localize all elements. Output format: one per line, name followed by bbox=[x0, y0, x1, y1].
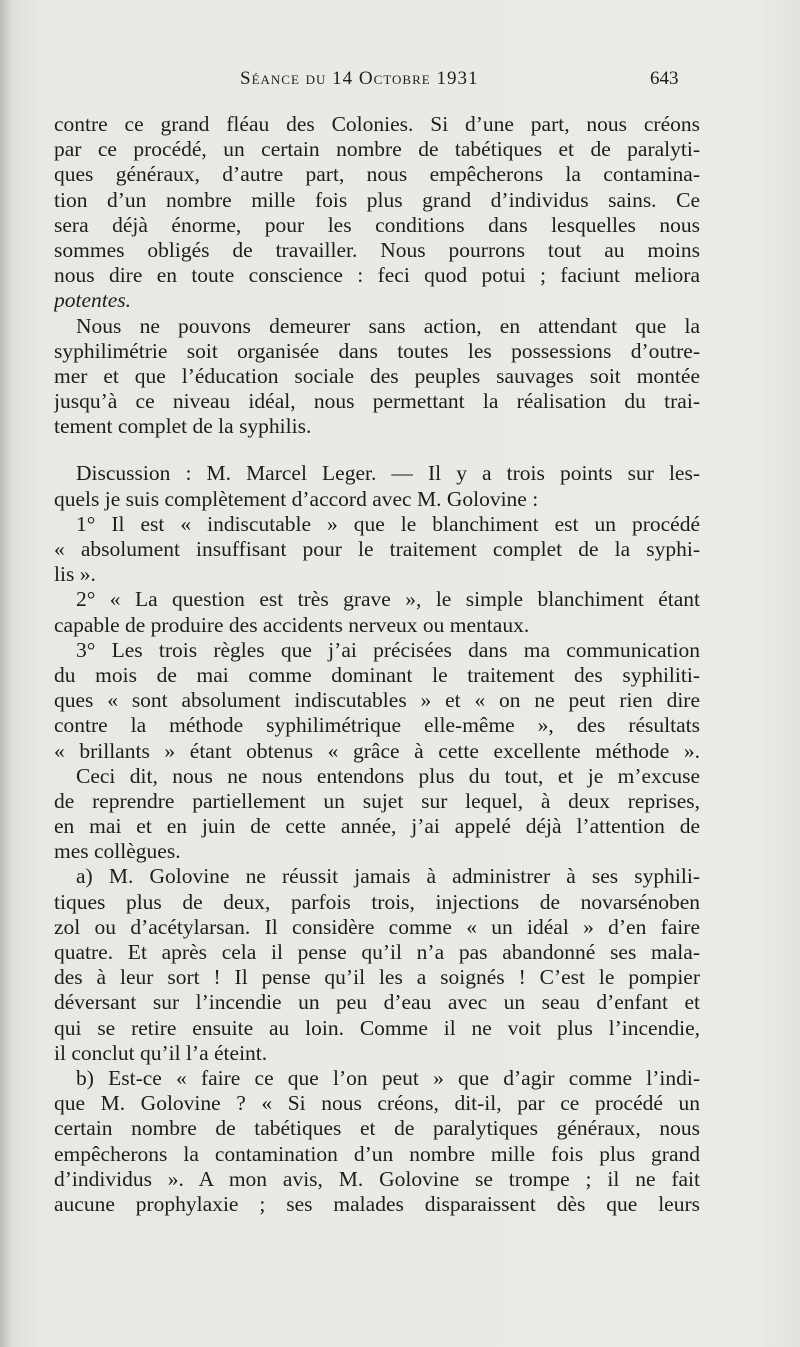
text-line: du mois de mai comme dominant le traitement des syphiliti- bbox=[54, 662, 700, 687]
text-line: mer et que l’éducation sociale des peuples sauvages soit montée bbox=[54, 363, 700, 388]
text-line: ques généraux, d’autre part, nous empêcherons la contamina- bbox=[54, 162, 700, 187]
text-line: « brillants » étant obtenus « grâce à cette excellente méthode ». bbox=[54, 738, 700, 763]
text-line: 3° Les trois règles que j’ai précisées dans ma communication bbox=[76, 637, 700, 662]
text-line: sera déjà énorme, pour les conditions dans lesquelles nous bbox=[54, 212, 700, 237]
running-head: Séance du 14 Octobre 1931 bbox=[240, 68, 479, 89]
text-line: 2° « La question est très grave », le simple blanchiment étant bbox=[76, 587, 700, 612]
text-line: « absolument insuffisant pour le traitement complet de la syphi- bbox=[54, 537, 700, 561]
page-header bbox=[0, 68, 800, 98]
text-line: quatre. Et après cela il pense qu’il n’a pas abandonné ses mala- bbox=[54, 940, 700, 964]
text-line: qui se retire ensuite au loin. Comme il ne voit plus l’incendie, bbox=[54, 1015, 700, 1040]
text-line: par ce procédé, un certain nombre de tabétiques et de paralyti- bbox=[54, 137, 700, 162]
text-line: zol ou d’acétylarsan. Il considère comme « un idéal » d’en faire bbox=[54, 914, 700, 939]
text-line: jusqu’à ce niveau idéal, nous permettant la réalisation du trai- bbox=[54, 389, 700, 414]
text-line: syphilimétrie soit organisée dans toutes les possessions d’outre- bbox=[54, 338, 700, 363]
text-line: potentes. bbox=[54, 288, 132, 313]
text-line: de reprendre partiellement un sujet sur lequel, à deux reprises, bbox=[54, 788, 700, 813]
page-number: 643 bbox=[650, 68, 679, 89]
text-line: certain nombre de tabétiques et de paralytiques généraux, nous bbox=[54, 1116, 700, 1141]
text-line: lis ». bbox=[54, 562, 96, 587]
text-line: des à leur sort ! Il pense qu’il les a soignés ! C’est le pompier bbox=[54, 965, 700, 990]
text-line: contre ce grand fléau des Colonies. Si d’une part, nous créons bbox=[54, 112, 700, 136]
text-line: quels je suis complètement d’accord avec M. Golovine : bbox=[54, 486, 539, 511]
text-line: Discussion : M. Marcel Leger. — Il y a trois points sur les- bbox=[76, 461, 700, 486]
text-line: aucune prophylaxie ; ses malades disparaissent dès que leurs bbox=[54, 1191, 700, 1216]
text-line: capable de produire des accidents nerveux ou mentaux. bbox=[54, 612, 530, 637]
text-line: d’individus ». A mon avis, M. Golovine se trompe ; il ne fait bbox=[54, 1166, 700, 1191]
text-line: contre la méthode syphilimétrique elle-même », des résultats bbox=[54, 713, 700, 738]
text-line: tiques plus de deux, parfois trois, injections de novarsénoben bbox=[54, 889, 700, 914]
text-line: ques « sont absolument indiscutables » et « on ne peut rien dire bbox=[54, 688, 700, 713]
text-line: il conclut qu’il l’a éteint. bbox=[54, 1040, 268, 1065]
text-line: que M. Golovine ? « Si nous créons, dit-il, par ce procédé un bbox=[54, 1091, 700, 1116]
text-line: a) M. Golovine ne réussit jamais à administrer à ses syphili- bbox=[76, 864, 700, 889]
text-line: b) Est-ce « faire ce que l’on peut » que d’agir comme l’indi- bbox=[76, 1065, 700, 1090]
text-line: en mai et en juin de cette année, j’ai appelé déjà l’attention de bbox=[54, 814, 700, 839]
text-line: nous dire en toute conscience : feci quod potui ; faciunt meliora bbox=[54, 263, 700, 288]
text-line: Ceci dit, nous ne nous entendons plus du tout, et je m’excuse bbox=[76, 763, 700, 788]
page-edge-shadow bbox=[0, 0, 14, 1347]
text-line: 1° Il est « indiscutable » que le blanchiment est un procédé bbox=[76, 511, 700, 536]
text-body bbox=[54, 112, 700, 1217]
text-line: déversant sur l’incendie un peu d’eau avec un seau d’enfant et bbox=[54, 990, 700, 1015]
text-line: sommes obligés de travailler. Nous pourrons tout au moins bbox=[54, 237, 700, 262]
text-line: empêcherons la contamination d’un nombre mille fois plus grand bbox=[54, 1141, 700, 1166]
text-line: Nous ne pouvons demeurer sans action, en attendant que la bbox=[76, 313, 700, 338]
text-line: mes collègues. bbox=[54, 839, 181, 864]
paragraph-gap bbox=[54, 439, 700, 461]
text-line: tion d’un nombre mille fois plus grand d’individus sains. Ce bbox=[54, 187, 700, 212]
text-line: tement complet de la syphilis. bbox=[54, 414, 312, 439]
